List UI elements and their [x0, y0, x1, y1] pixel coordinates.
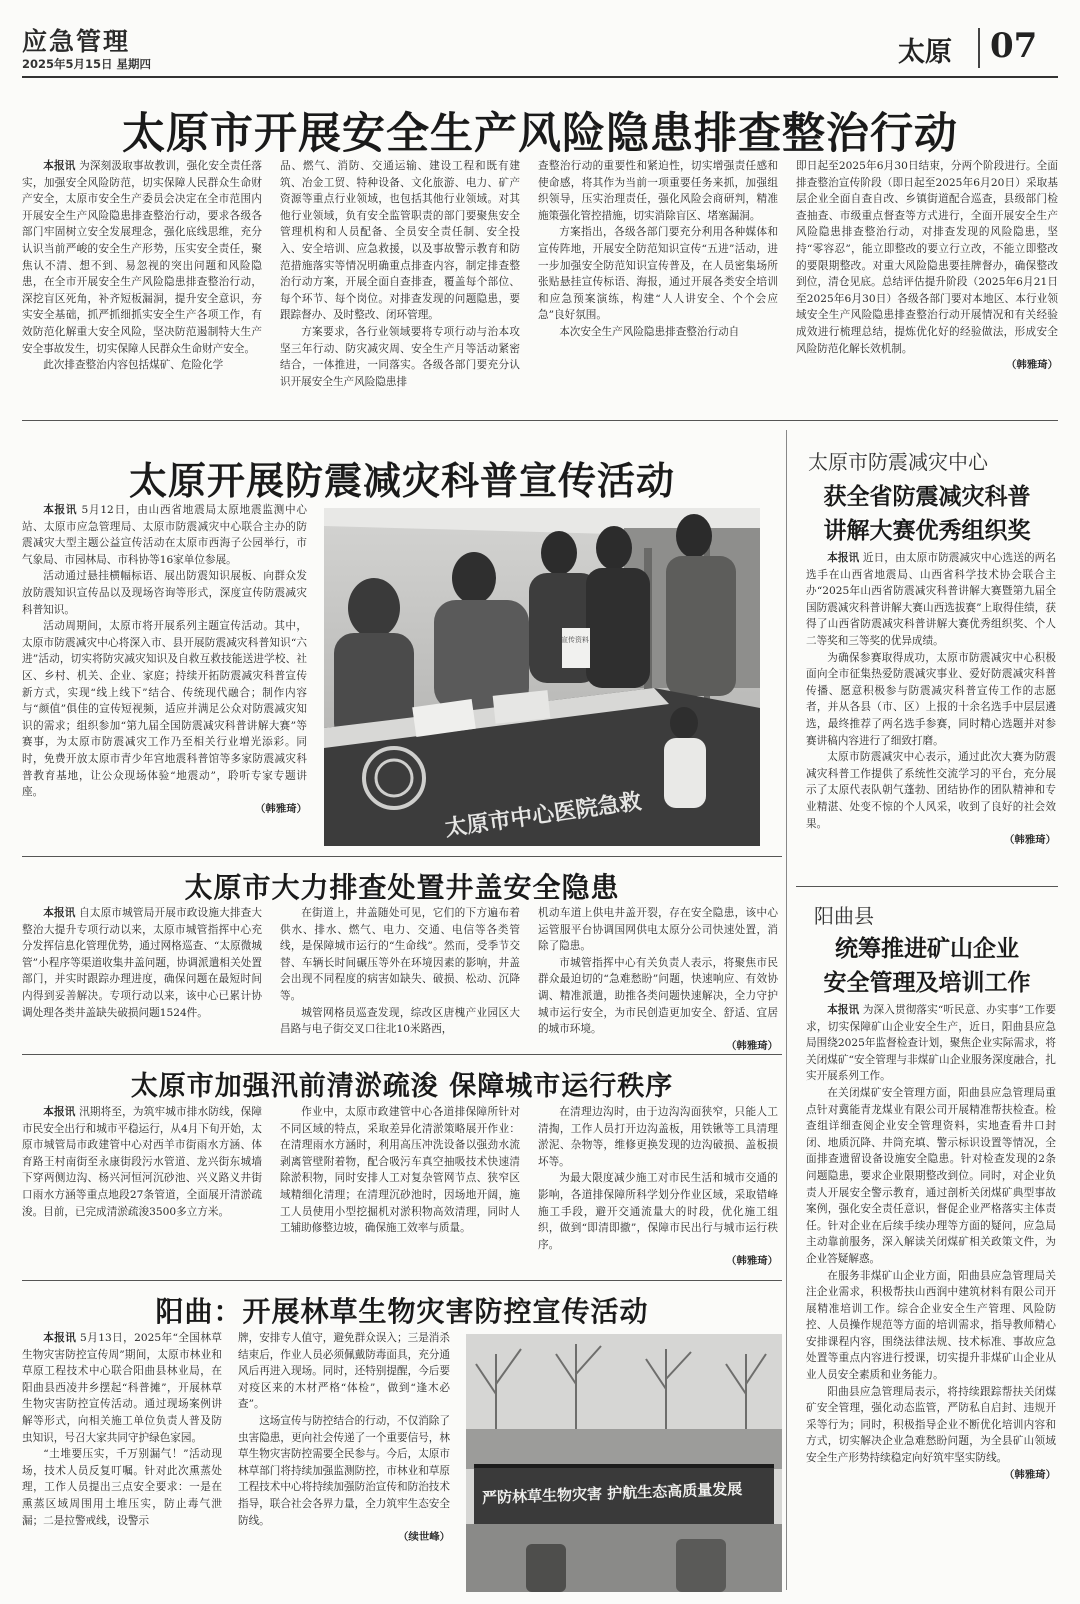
photo-forestry-banner-text: 严防林草生物灾害 护航生态高质量发展	[481, 1479, 743, 1508]
article4-byline: （韩雅琦）	[726, 1255, 778, 1268]
article5-photo	[466, 1334, 782, 1592]
sidebar2-title: 统筹推进矿山企业 安全管理及培训工作	[823, 936, 1031, 996]
article1-headline: 太原市开展安全生产风险隐患排查整治行动	[122, 109, 958, 159]
sidebar1-body: 本报讯 近日，由太原市防震减灾中心选送的两名选手在山西省地震局、山西省科学技术协会联合主办“2025年山西省防震减灾科普讲解大赛暨第九届全国防震减灾科普讲解大赛山西选拔赛”上取得佳绩，获得了山西省防震减灾科普讲解大赛优秀组织奖、个人二等奖和三等奖的优异成绩。 为确保参赛取得成功，太原市防震减灾中心积极面向全市征集热爱防震减灾事业、爱好防震减灾科普传播、愿意积极参与防震减灾科普宣传工作的志愿者，并从各县（市、区）上报的十余名选手中层层遴选，最终推荐了两名选手参赛，同时精心选题并对参赛讲稿内容进行了细致打磨。 太原市防震减灾中心表示，通过此次大赛为防震减灾科普工作提供了系统性交流学习的平台，充分展示了太原代表队朝气蓬勃、团结协作的团队精神和专业精湛、处变不惊的个人风采，收到了良好的社会效果。 （韩雅琦）	[806, 550, 1056, 880]
sidebar1-title: 获全省防震减灾科普 讲解大赛优秀组织奖	[823, 484, 1031, 544]
article1-col1: 本报讯 为深刻汲取事故教训，强化安全责任落实，加强安全风险防范，切实保障人民群众生命财产安全，太原市安全生产委员会决定在全市范围内开展安全生产风险隐患排查整治行动，要求各级各部门牢固树立安全发展理念，强化底线思维，充分认识当前严峻的安全生产形势，压实安全责任，聚焦认不清、想不到、易忽视的突出问题和风险隐患，在全市开展安全生产风险隐患排查整治行动，深挖盲区死角，补齐短板漏洞，提升安全意识，夯实安全基础，抓严抓细抓实安全生产各项工作，有效防范化解重大安全风险，坚决防范遏制特大生产安全事故发生，切实保障人民群众生命财产安全。 此次排查整治内容包括煤矿、危险化学	[22, 160, 263, 372]
article3-col2: 在街道上，井盖随处可见，它们的下方遍布着供水、排水、燃气、电力、交通、电信等各类管线，是保障城市运行的“生命线”。然而，受季节交替、车辆长时间碾压等外在环境因素的影响，井盖会出现不同程度的病害如缺失、破损、松动、沉降等。 城管网格员巡查发现，综改区唐槐产业园区大昌路与电子街交叉口往北10米路西，	[280, 907, 520, 1036]
article4-col2: 作业中，太原市政建管中心各道排保障所针对不同区域的特点，采取差异化清淤策略展开作业：在清理雨水方涵时，利用高压冲洗设备以强劲水流剥离管壁附着物，配合吸污车真空抽吸技术快速清除淤积物，同时安排人工对复杂管网节点、狭窄区域精细化清理；在清理沉砂池时，因场地开阔，施工人员使用小型挖掘机对淤积物高效清理，同时人工辅助修整边坡，确保施工效率与质量。	[280, 1106, 520, 1235]
sidebar1-tag: 太原市防震减灾中心	[808, 450, 988, 474]
city-label: 太原	[898, 37, 952, 68]
rule-a4	[22, 1280, 782, 1281]
sidebar1-byline: （韩雅琦）	[1004, 834, 1056, 847]
photo-table-banner: 太原市中心医院急救	[443, 788, 644, 842]
article4-col3: 在清理边沟时，由于边沟沟面狭窄，只能人工清掏，工作人员打开边沟盖板，用铁锹等工具清理淤泥、杂物等，维修更换发现的边沟破损、盖板损坏等。 为最大限度减少施工对市民生活和城市交通的影响，各道排保障所科学划分作业区域，采取错峰施工手段，避开交通流量大的时段，优化施工组织，做到“即清即撤”，保障市民出行与城市运行秩序。 （韩雅琦）	[538, 1104, 778, 1270]
article2-body: 本报讯 5月12日，由山西省地震局太原地震监测中心站、太原市应急管理局、太原市防震减灾中心联合主办的防震减灾大型主题公益宣传活动在太原市西海子公园举行，市气象局、市园林局、市科协等16家单位参展。 活动通过悬挂横幅标语、展出防震知识展板、向群众发放防震知识宣传品以及现场咨询等形式，深度宣传防震减灾科普知识。 活动周期间，太原市将开展系列主题宣传活动。其中，太原市防震减灾中心将深入市、县开展防震减灾科普知识“六进”活动，切实将防灾减灾知识及自救互救技能送进学校、社区、乡村、机关、企业、家庭；持续开拓防震减灾科普宣传新方式，实现“线上线下”结合、传统现代融合；制作内容与“颜值”俱佳的宣传短视频，适应并满足公众对防震减灾知识的需求；组织参加“第九届全国防震减灾科普讲解大赛”等赛事，为太原市防震减灾工作乃至相关行业增光添彩。同时，免费开放太原市青少年宫地震科普馆等多家防震减灾科普教育基地，让公众现场体验“地震动”，聆听专家专题讲座。 （韩雅琦）	[22, 502, 307, 842]
rule-a3	[22, 1054, 782, 1055]
article5-col1: 本报讯 5月13日，2025年“全国林草生物灾害防控宣传周”期间，太原市林业和草原工程技术中心联合阳曲县林业局，在阳曲县西凌井乡摆起“科普摊”，开展林草生物灾害防控宣传活动。通过现场案例讲解等形式，向相关施工单位负责人普及防虫知识，号召大家共同守护绿色家园。 “土堆要压实，千万别漏气！”活动现场，技术人员反复叮嘱。针对此次熏蒸处理，工作人员提出三点安全要求：一是在熏蒸区域周围用土堆压实，防止毒气泄漏；二是拉警戒线，设警示	[22, 1332, 222, 1527]
article3-col1: 本报讯 自太原市城管局开展市政设施大排查大整治大提升专项行动以来，太原市城管指挥中心充分发挥信息化管理优势，通过网格巡查、“太原微城管”小程序等渠道收集井盖问题，协调派遣相关处置部门，并实时跟踪办理进度，确保问题在最短时间内得到妥善解决。专项行动以来，该中心已累计协调处理各类井盖缺失破损问题1524件。	[22, 907, 263, 1019]
issue-date: 2025年5月15日 星期四	[22, 57, 152, 71]
booth-scene-illustration	[324, 508, 760, 846]
article1-col4: 即日起至2025年6月30日结束，分两个阶段进行。全面排查整治宣传阶段（即日起至2025年6月20日）采取基层企业全面自查自改、乡镇街道配合巡查，县级部门检查抽查、市级重点督查等方式进行，全面开展安全生产风险隐患排查整治行动，对排查发现的风险隐患，坚持“零容忍”，能立即整改的要立行立改，不能立即整改的要限期整改。对重大风险隐患要挂牌督办，确保整改到位，清仓见底。总结评估提升阶段（2025年6月21日至2025年6月30日）各级各部门要对本地区、本行业领域安全生产风险隐患排查整治行动开展情况和有关经验成效进行梳理总结，提炼优化好的经验做法，形成安全风险防范化解长效机制。 （韩雅琦）	[796, 158, 1058, 410]
article1-col3: 查整治行动的重要性和紧迫性，切实增强责任感和使命感，将其作为当前一项重要任务来抓，加强组织领导，压实治理责任，强化风险会商研判，精准施策强化管控措施，切实消除盲区、堵塞漏洞。 方案指出，各级各部门要充分利用各种媒体和宣传阵地，开展安全防范知识宣传“五进”活动，进一步加强安全防范知识宣传普及，在人员密集场所张贴悬挂宣传标语、海报，通过开展各类安全培训和应急预案演练，构建“人人讲安全、个个会应急”良好氛围。 本次安全生产风险隐患排查整治行动自	[538, 160, 778, 338]
article4-col1: 本报讯 汛期将至，为筑牢城市排水防线，保障市民安全出行和城市平稳运行，从4月下旬开始，太原市城管局市政建管中心对西羊市街雨水方涵、体育路王村南街至永康街段污水管道、龙兴街东城墙下穿两侧边沟、杨兴河恒河沉砂池、兴义路义井街口雨水方涵等重点地段27条管道，全面展开清淤疏浚。目前，已完成清淤疏浚3500多立方米。	[22, 1106, 263, 1218]
article1-col2: 品、燃气、消防、交通运输、建设工程和既有建筑、冶金工贸、特种设备、文化旅游、电力、矿产资源等重点行业领域，也包括其他行业领域。对其他行业领域，负有安全监管职责的部门要聚焦安全管理机构和人员配备、全员安全责任制、安全投入、安全培训、应急救援，以及事故警示教育和防范措施落实等情况明确重点排查内容，制定排查整治行动方案，开展全面自查排查，覆盖每个部位、每个环节、每个岗位。对排查发现的问题隐患，要跟踪督办、及时整改、闭环管理。 方案要求，各行业领域要将专项行动与治本攻坚三年行动、防灾减灾周、安全生产月等活动紧密结合，一体推进，一同落实。各级各部门要充分认识开展安全生产风险隐患排	[280, 160, 520, 388]
masthead-divider	[978, 28, 980, 68]
article5-byline: （续世峰）	[398, 1531, 450, 1544]
photo-sign: 宣传资料	[561, 636, 589, 644]
sidebar2	[796, 892, 1058, 1594]
article1-lead: 本报讯	[43, 160, 76, 172]
article3-byline: （韩雅琦）	[726, 1039, 778, 1052]
rule-side-mid	[796, 886, 1058, 887]
article4-headline: 太原市加强汛前清淤疏浚 保障城市运行秩序	[130, 1071, 674, 1102]
sidebar1	[796, 438, 1058, 878]
article5-col2: 牌，安排专人值守，避免群众误入；三是消杀结束后，作业人员必须佩戴防毒面具，充分通风后再进入现场。同时，还特别提醒，今后要对疫区来的木材严格“体检”，做到“逢木必查”。 这场宣传与防控结合的行动，不仅消除了虫害隐患，更向社会传递了一个重要信号，林草生物灾害防控需要全民参与。今后，太原市林草部门将持续加强监测防控，市林业和草原工程技术中心将持续加强防治宣传和防治技术指导，联合社会各界力量，全力筑牢生态安全防线。 （续世峰）	[238, 1330, 450, 1592]
forestry-scene-illustration	[466, 1334, 782, 1592]
article3-headline: 太原市大力排查处置井盖安全隐患	[184, 871, 620, 904]
section-title: 应急管理	[22, 27, 131, 56]
article2-headline: 太原开展防震减灾科普宣传活动	[128, 459, 675, 503]
rule-a2	[22, 856, 782, 857]
article3-col3: 机动车道上供电井盖开裂，存在安全隐患，该中心运管服平台协调国网供电太原分公司快速处置，消除了隐患。 市城管指挥中心有关负责人表示，将聚焦市民群众最迫切的“急难愁盼”问题，快速响应、有效协调、精准派遣，助推各类问题快速解决，全力守护城市运行安全，为市民创造更加安全、舒适、宜居的城市环境。 （韩雅琦）	[538, 905, 778, 1045]
article2-photo	[324, 508, 760, 846]
sidebar2-body: 本报讯 为深入贯彻落实“听民意、办实事”工作要求，切实保障矿山企业安全生产，近日，阳曲县应急局围绕2025年监督检查计划，聚焦企业实际需求，将关闭煤矿“安全管理与非煤矿山企业服务深度融合，扎实开展系列工作。 在关闭煤矿安全管理方面，阳曲县应急管理局重点针对冀能青龙煤业有限公司开展精准帮扶检查。检查组详细查阅企业安全管理资料，实地查看井口封闭、地质沉降、井筒充填、警示标识设置等情况，全面排查遗留设备设施安全隐患。针对检查发现的2条问题隐患，要求企业限期整改到位。同时，对企业负责人开展安全警示教育，通过剖析关闭煤矿典型事故案例，强化安全责任意识，督促企业严格落实主体责任。针对企业在后续手续办理等方面的疑问，应急局主动靠前服务，深入解读关闭煤矿相关政策文件，为企业答疑解惑。 在服务非煤矿山企业方面，阳曲县应急管理局关注企业需求，积极帮扶山西润中建筑材料有限公司开展精准培训工作。综合企业安全生产管理、风险防控、人员操作规范等方面的培训需求，指导教师精心安排课程内容，围绕法律法规、技术标准、事故应急处置等重点内容进行授课，切实提升非煤矿山企业从业人员安全素质和业务能力。 阳曲县应急管理局表示，将持续跟踪帮扶关闭煤矿安全管理，强化动态监管，严防私自启封、违规开采等行为；同时，积极指导企业不断优化培训内容和方式，切实解决企业急难愁盼问题，为全县矿山领域安全生产形势持续稳定向好筑牢坚实防线。 （韩雅琦）	[806, 1002, 1056, 1592]
sidebar2-byline: （韩雅琦）	[1004, 1468, 1056, 1481]
article2-byline: （韩雅琦）	[255, 802, 307, 815]
page-number: 07	[990, 26, 1038, 66]
masthead	[0, 0, 1080, 80]
article1-byline: （韩雅琦）	[1006, 359, 1058, 372]
article5-headline: 阳曲：开展林草生物灾害防控宣传活动	[155, 1295, 649, 1328]
masthead-rule	[22, 76, 1058, 78]
rule-a1	[22, 420, 1058, 421]
rule-side-vertical	[786, 430, 787, 1590]
sidebar2-tag: 阳曲县	[814, 904, 874, 928]
